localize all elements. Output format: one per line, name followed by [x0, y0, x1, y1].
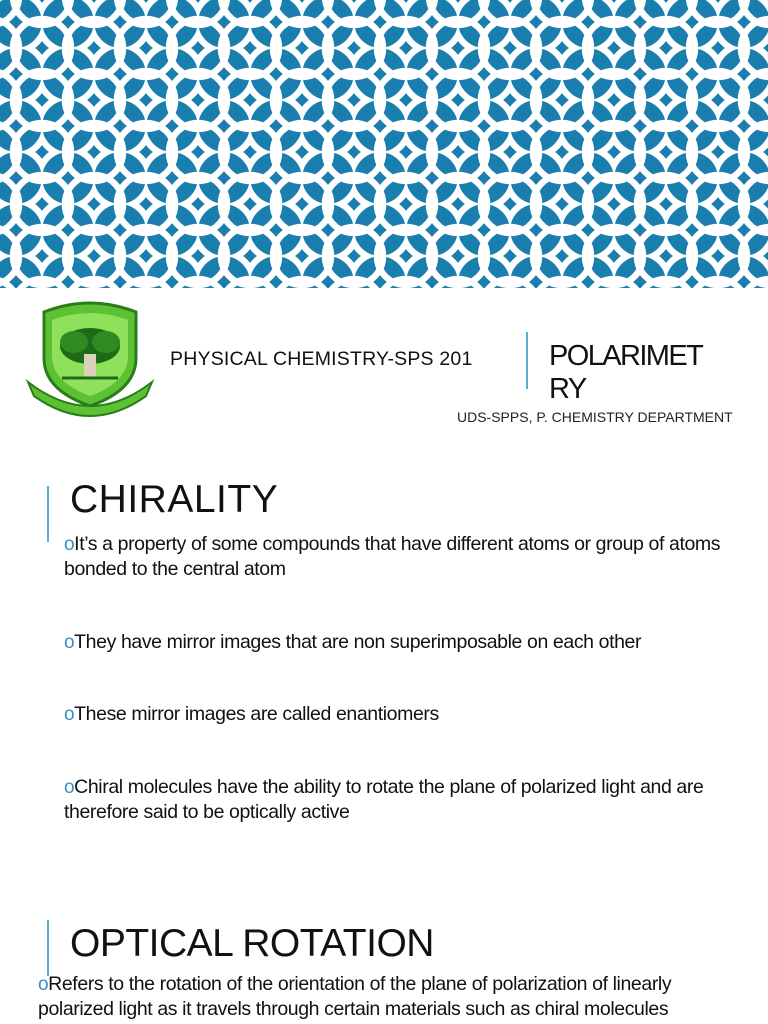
bullet-text: Refers to the rotation of the orientation of the plane of polarization of linearly polarized light as it travels through certain materials such as chiral molecules	[38, 973, 672, 1020]
bullet-marker: o	[64, 777, 75, 798]
university-logo	[22, 298, 158, 422]
chirality-accent-bar	[47, 486, 49, 542]
bullet-marker: o	[64, 632, 75, 653]
bullet-text: It’s a property of some compounds that have different atoms or group of atoms bonded to the central atom	[64, 533, 721, 580]
presentation-title: POLARIMETRY	[549, 340, 703, 405]
list-item	[64, 630, 754, 655]
list-item	[64, 702, 754, 727]
bullet-marker: o	[64, 534, 75, 555]
presentation-subtitle: UDS-SPPS, P. CHEMISTRY DEPARTMENT	[457, 409, 733, 425]
bullet-text: Chiral molecules have the ability to rotate the plane of polarized light and are therefore said to be optically active	[64, 776, 704, 823]
list-item	[38, 972, 728, 1021]
bullet-marker: o	[38, 974, 49, 995]
title-divider	[526, 332, 528, 389]
optical-rotation-accent-bar	[47, 920, 49, 976]
bullet-text: They have mirror images that are non superimposable on each other	[74, 631, 642, 653]
chirality-heading: CHIRALITY	[70, 478, 279, 521]
optical-rotation-heading: OPTICAL ROTATION	[70, 922, 434, 965]
course-title: PHYSICAL CHEMISTRY-SPS 201	[170, 348, 473, 370]
list-item	[64, 532, 754, 581]
list-item	[64, 775, 754, 824]
header-pattern-banner	[0, 0, 768, 288]
bullet-marker: o	[64, 704, 75, 725]
bullet-text: These mirror images are called enantiomers	[74, 703, 439, 725]
